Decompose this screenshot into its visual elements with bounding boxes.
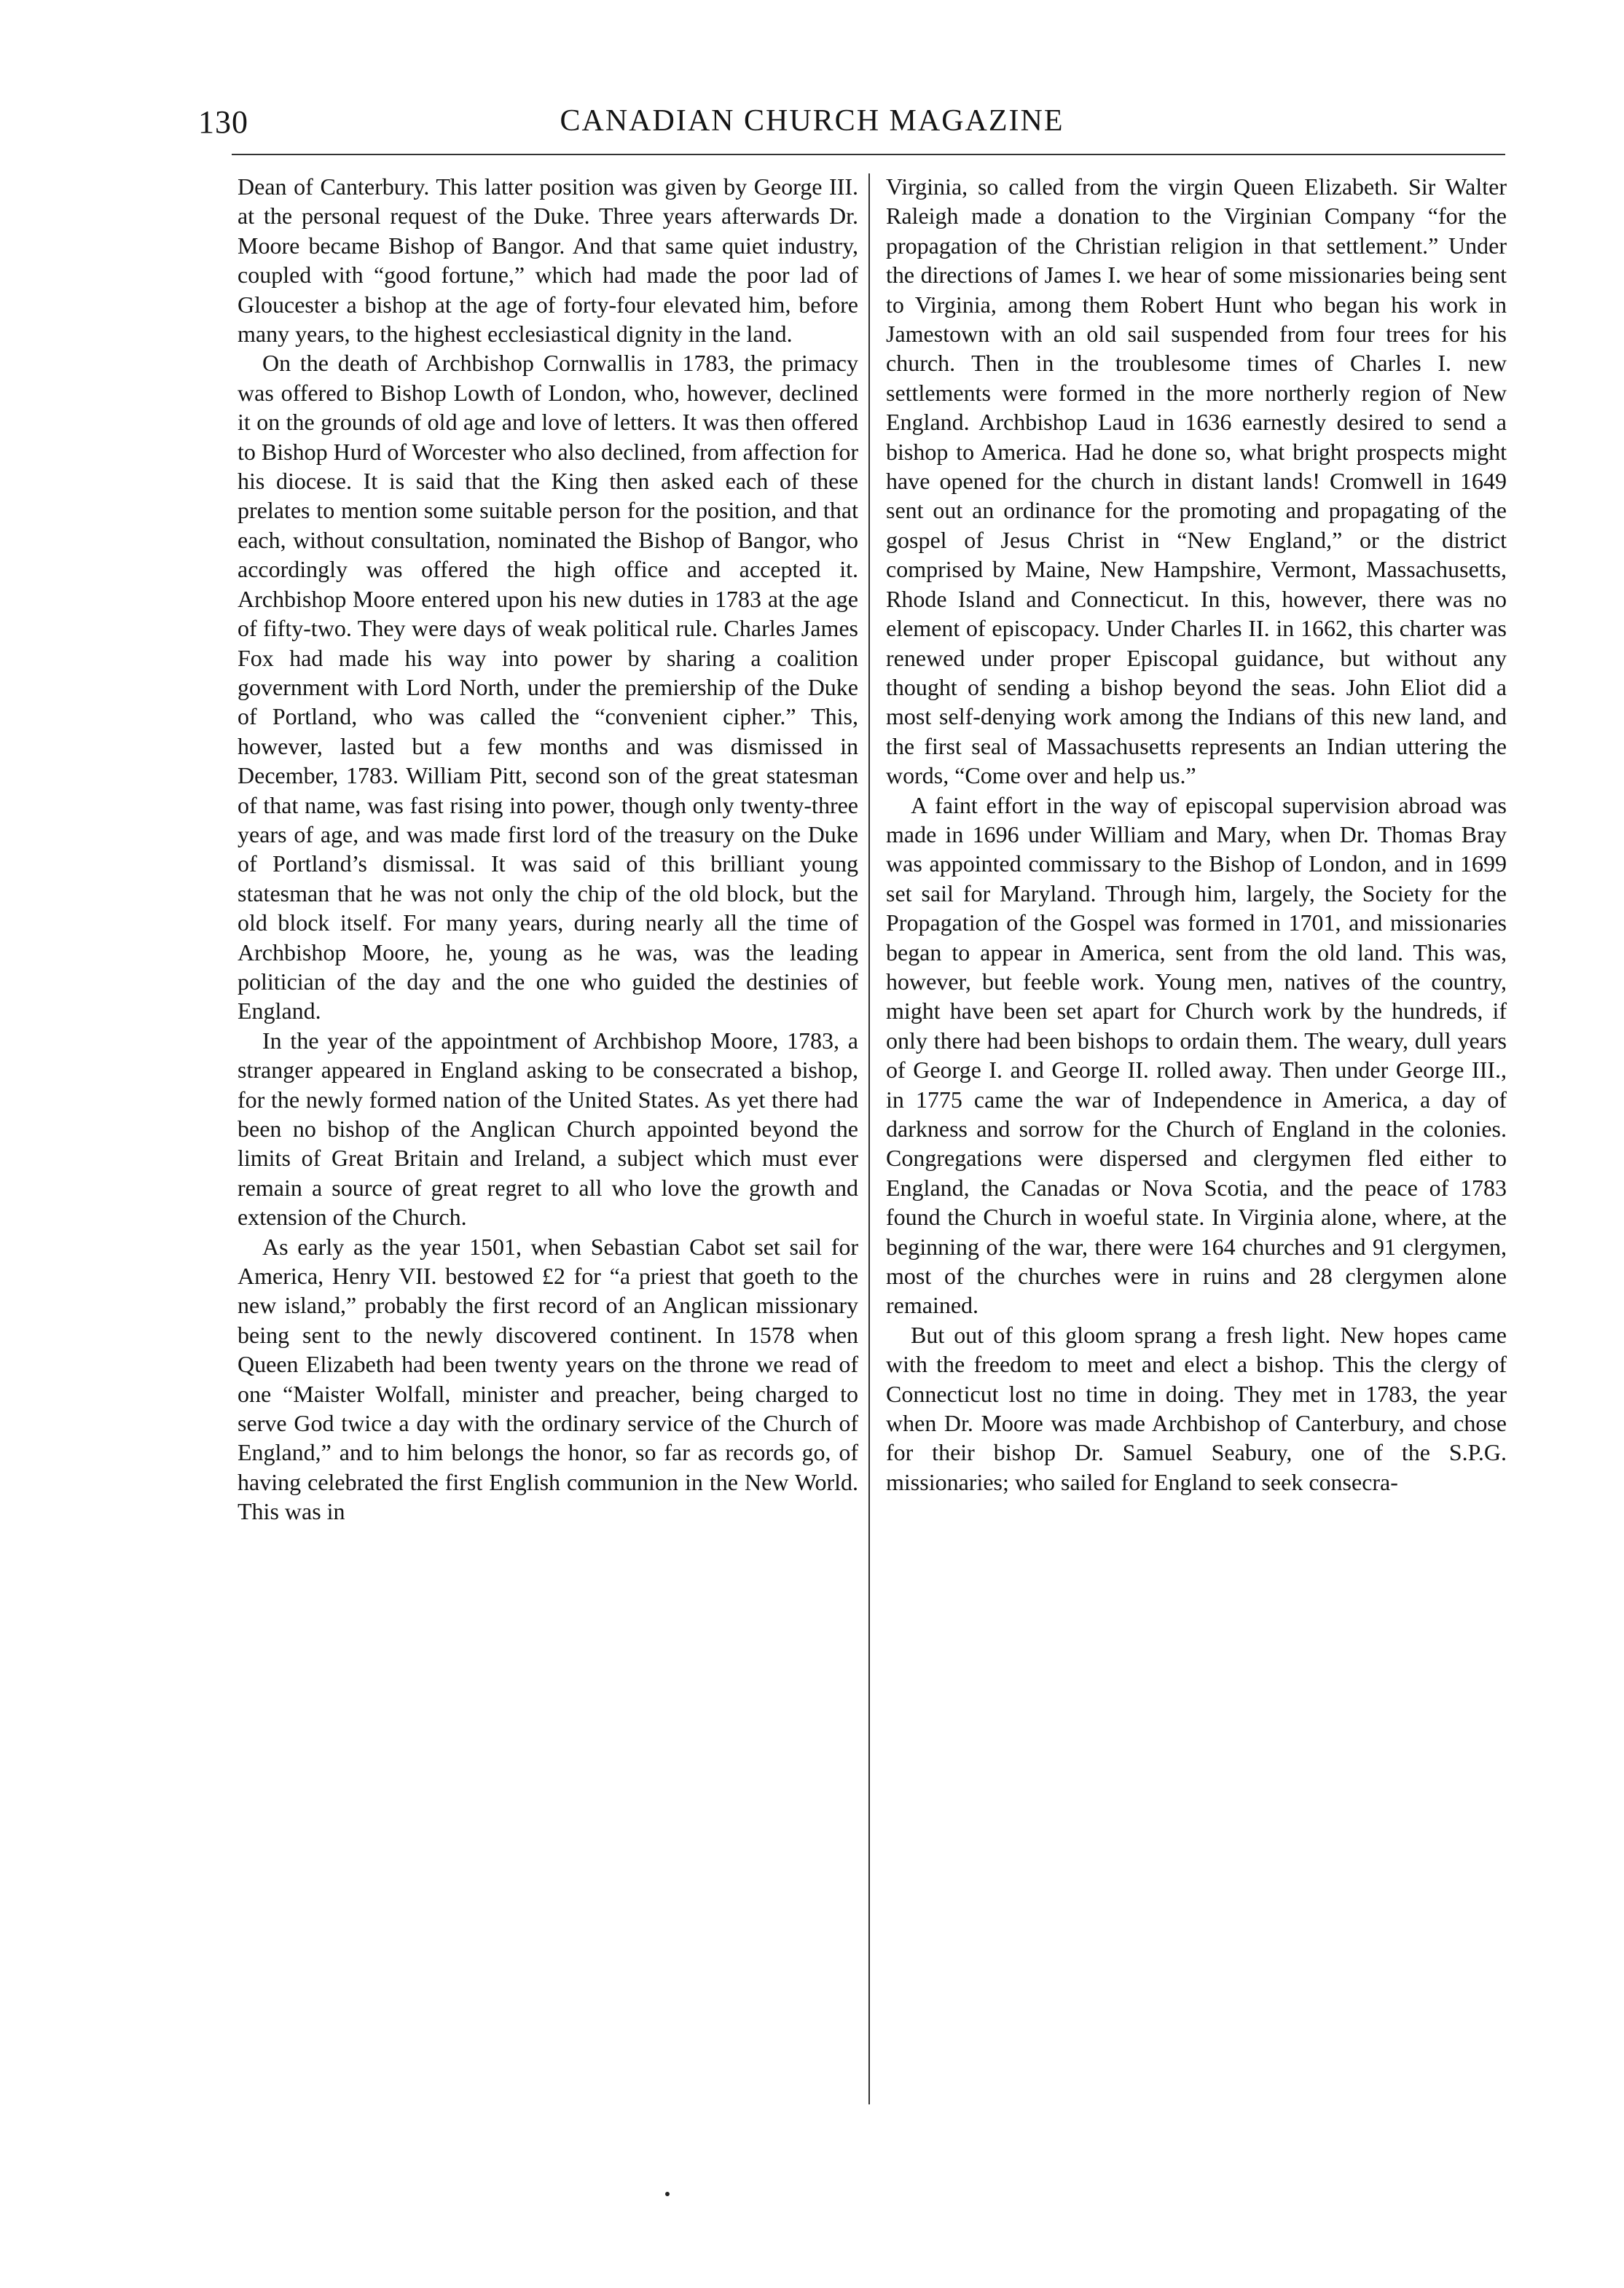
right-paragraph-1: Virginia, so called from the virgin Queen Elizabeth. Sir Walter Raleigh made a donation to the Virginian Company “for the propagation of the Christian religion in that settlement.” Under the directions of James I. we hear of some missionaries being sent to Virginia, among them Robert Hunt who began his work in Jamestown with an old sail suspended from four trees for his church. Then in the troublesome times of Charles I. new settlements were formed in the more northerly region of New England. Archbishop Laud in 1636 earnestly desired to send a bishop to America. Had he done so, what bright prospects might have opened for the church in distant lands! Cromwell in 1649 sent out an ordinance for the promoting and propagating of the gospel of Jesus Christ in “New England,” or the district comprised by Maine, New Hampshire, Vermont, Massachusetts, Rhode Island and Connecticut. In this, however, there was no element of episcopacy. Under Charles II. in 1662, this charter was renewed under proper Episcopal guidance, but without any thought of sending a bishop beyond the seas. John Eliot did a most self-denying work among the Indians of this new land, and the first seal of Massachusetts represents an Indian uttering the words, “Come over and help us.” — [886, 173, 1507, 789]
right-paragraph-2: A faint effort in the way of episcopal supervision abroad was made in 1696 under William and Mary, when Dr. Thomas Bray was appointed commissary to the Bishop of London, and in 1699 set sail for Maryland. Through him, largely, the Society for the Propagation of the Gospel was formed in 1701, and missionaries began to appear in America, sent from the old land. This was, however, but feeble work. Young men, natives of the country, might have been set apart for Church work by the hundreds, if only there had been bishops to ordain them. The weary, dull years of George I. and George II. rolled away. Then under George III., in 1775 came the war of Independence in America, a day of darkness and sorrow for the Church of England in the colonies. Congregations were dispersed and clergymen fled either to England, the Canadas or Nova Scotia, and the peace of 1783 found the Church in woeful state. In Virginia alone, where, at the beginning of the war, there were 164 churches and 91 clergymen, most of the churches were in ruins and 28 clergymen alone remained. — [886, 791, 1507, 1319]
left-paragraph-4: As early as the year 1501, when Sebastian Cabot set sail for America, Henry VII. bestowed £2 for “a priest that goeth to the new island,” probably the first record of an Anglican missionary being sent to the newly discovered continent. In 1578 when Queen Elizabeth had been twenty years on the throne we read of one “Maister Wolfall, minister and preacher, being charged to serve God twice a day with the ordinary service of the Church of England,” and to him belongs the honor, so far as records go, of having celebrated the first English communion in the New World. This was in — [238, 1233, 858, 1525]
left-paragraph-1: Dean of Canterbury. This latter position was given by George III. at the personal request of the Duke. Three years afterwards Dr. Moore became Bishop of Bangor. And that same quiet industry, coupled with “good fortune,” which had made the poor lad of Gloucester a bishop at the age of forty-four elevated him, before many years, to the highest ecclesiastical dignity in the land. — [238, 173, 858, 348]
footer-dot — [665, 2192, 670, 2196]
running-title: CANADIAN CHURCH MAGAZINE — [560, 104, 1064, 138]
header-rule — [232, 154, 1505, 155]
left-paragraph-2: On the death of Archbishop Cornwallis in 1783, the primacy was offered to Bishop Lowth of London, who, however, declined it on the grounds of old age and love of letters. It was then offered to Bishop Hurd of Worcester who also declined, from affection for his diocese. It is said that the King then asked each of these prelates to mention some suitable person for the position, and that each, without consultation, nominated the Bishop of Bangor, who accordingly was offered the high office and accepted it. Archbishop Moore entered upon his new duties in 1783 at the age of fifty-two. They were days of weak political rule. Charles James Fox had made his way into power by sharing a coalition government with Lord North, under the premiership of the Duke of Portland, who was called the “convenient cipher.” This, however, lasted but a few months and was dismissed in December, 1783. William Pitt, second son of the great statesman of that name, was fast rising into power, though only twenty-three years of age, and was made first lord of the treasury on the Duke of Portland’s dismissal. It was said of this brilliant young statesman that he was not only the chip of the old block, but the old block itself. For many years, during nearly all the time of Archbishop Moore, he, young as he was, was the leading politician of the day and the one who guided the destinies of England. — [238, 350, 859, 1024]
column-divider — [868, 173, 870, 2104]
right-column — [886, 172, 1507, 1497]
right-paragraph-3: But out of this gloom sprang a fresh light. New hopes came with the freedom to meet and elect a bishop. This the clergy of Connecticut lost no time in doing. They met in 1783, the year when Dr. Moore was made Archbishop of Canterbury, and chose for their bishop Dr. Samuel Seabury, one of the S.P.G. missionaries; who sailed for England to seek consecra- — [886, 1321, 1507, 1495]
left-paragraph-3: In the year of the appointment of Archbishop Moore, 1783, a stranger appeared in England asking to be consecrated a bishop, for the newly formed nation of the United States. As yet there had been no bishop of the Anglican Church appointed beyond the limits of Great Britain and Ireland, a subject which must ever remain a source of great regret to all who love the growth and extension of the Church. — [238, 1027, 858, 1231]
left-column — [238, 172, 858, 1527]
page-number: 130 — [198, 104, 248, 140]
